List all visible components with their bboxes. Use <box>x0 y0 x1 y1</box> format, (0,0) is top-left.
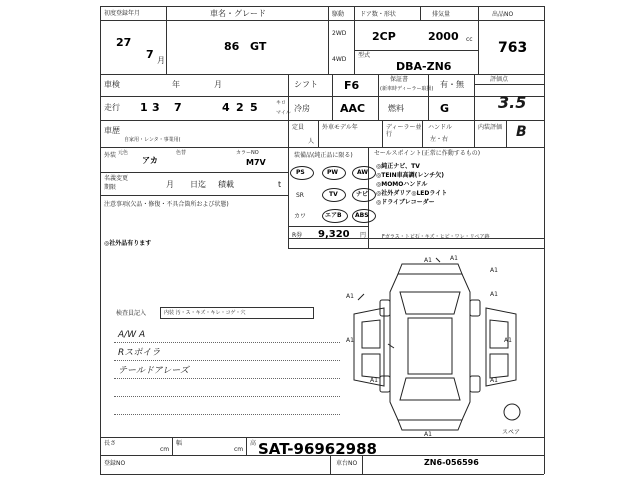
grade: GT <box>250 40 267 53</box>
length-unit: cm <box>160 446 170 453</box>
color-change-label: 色替 <box>176 150 187 156</box>
color-no-label: カラーNO <box>236 150 259 156</box>
sales-point-2: ◎TEIN車高調(レンチ欠) <box>376 172 445 179</box>
ac-label: 冷房 <box>294 104 310 113</box>
warranty-options: 有・無 <box>440 80 464 89</box>
diagram-mark-2: A1 <box>346 293 354 300</box>
deadline-date-label: 日迄 <box>190 180 206 189</box>
note-handwritten-3: テールドアレーズ <box>118 366 189 376</box>
equip-pw: PW <box>327 169 339 176</box>
mileage-digit-3: 7 <box>174 101 182 114</box>
model-label: 型式 <box>358 52 371 59</box>
equip-tv: TV <box>329 191 338 198</box>
doors: 2CP <box>372 30 396 43</box>
diagram-mark-8: A1 <box>424 431 432 438</box>
sat-number: SAT-96962988 <box>258 440 377 458</box>
diagram-mark-3: A1 <box>490 291 498 298</box>
sales-point-3: ◎MOMOハンドル <box>376 181 428 188</box>
shaken-label: 車検 <box>104 80 120 89</box>
model-year-label: 外車モデル年 <box>322 124 358 131</box>
drive-4wd: 4WD <box>332 56 347 63</box>
equip-navi: ナビ <box>356 191 369 198</box>
diagram-mark-1: A1 <box>424 257 432 264</box>
lot-number: 763 <box>498 40 528 56</box>
first-reg-month-unit: 月 <box>157 56 165 65</box>
exterior-label: 外装 <box>104 152 117 159</box>
equipment-title: 装備品(純正品に限る) <box>294 152 353 159</box>
mileage-digit-1: 1 <box>140 101 148 114</box>
car-name-label: 車名・グレード <box>210 9 266 18</box>
lot-label: 出品NO <box>492 11 514 18</box>
chassis-number: ZN6-056596 <box>424 458 479 467</box>
loading-unit: t <box>278 180 282 189</box>
glass-condition: Fガラス・トビ石・キズ・ヒビ・ワレ・リペア跡 <box>382 234 490 240</box>
shaken-year-unit: 年 <box>172 80 180 89</box>
caution-label: 注意事項(欠品・修復・不具合箇所および状態) <box>104 201 229 208</box>
sales-point-5: ◎ドライブレコーダー <box>376 199 435 206</box>
handle-label: ハンドル <box>428 124 453 131</box>
width-unit: cm <box>234 446 244 453</box>
diagram-mark-6: A1 <box>370 377 378 384</box>
deadline-month-unit: 月 <box>166 180 174 189</box>
diagram-mark-7: A1 <box>490 377 498 384</box>
capacity-label: 定員 <box>292 124 305 131</box>
sales-points-title: セールスポイント(正常に作動するもの) <box>374 150 481 157</box>
diagram-mark-5: A1 <box>504 337 512 344</box>
diagram-mark-4: A1 <box>346 337 354 344</box>
diagram-mark-10: A1 <box>490 267 498 274</box>
inspector-options: 内装 汚・ス・キズ・キレ・コゲ・穴 <box>164 310 246 316</box>
ac-value: AAC <box>340 102 366 115</box>
dealer-label: ディーラー並行 <box>386 124 422 138</box>
first-reg-label: 初度登録年月 <box>104 10 141 17</box>
spare-label: スペア <box>502 429 521 436</box>
mileage-digit-4: 4 <box>222 101 230 114</box>
first-reg-year: 27 <box>116 36 132 49</box>
equip-abs: ABS <box>355 212 369 219</box>
model-code: DBA-ZN6 <box>396 60 452 73</box>
height-label: 高 <box>250 440 257 447</box>
original-color: アカ <box>142 156 158 165</box>
shift-label: シフト <box>294 80 318 89</box>
warranty-sub: (新車時ディーラー取扱) <box>380 86 434 92</box>
history-label: 車歴 <box>104 126 120 135</box>
capacity-unit: 人 <box>308 138 315 145</box>
displacement: 2000 <box>428 30 459 43</box>
recycle-amount: 9,320 <box>318 229 350 240</box>
deadline-label: 期限 <box>104 184 117 191</box>
aftermarket-note: ◎社外品有ります <box>104 240 152 247</box>
fuel-label: 燃料 <box>388 104 404 113</box>
chassis-label: 車台NO <box>336 460 358 467</box>
shaken-month-unit: 月 <box>214 80 222 89</box>
car-damage-diagram <box>340 252 530 438</box>
mileage-label: 走行 <box>104 103 120 112</box>
width-label: 幅 <box>176 440 183 447</box>
warranty-label: 保証書 <box>390 76 409 83</box>
doors-label: ドア数・形状 <box>360 11 396 18</box>
drive-label: 駆動 <box>332 11 345 18</box>
loading-label: 積載 <box>218 180 234 189</box>
reg-no-label: 登録NO <box>104 460 126 467</box>
equip-ps: PS <box>296 169 305 176</box>
history-options: 自家用・レンタ・事業用( <box>124 137 181 143</box>
equip-leather: カワ <box>294 213 307 220</box>
equip-sr: SR <box>296 192 304 199</box>
shift-value: F6 <box>344 79 360 92</box>
name-change-label: 名義変更 <box>104 175 129 182</box>
interior-score-label: 内装評価 <box>478 124 503 131</box>
fuel-value: G <box>440 102 450 115</box>
mileage-digit-2: 3 <box>152 101 160 114</box>
displacement-label: 排気量 <box>432 11 451 18</box>
mileage-unit-mile: マイル <box>276 110 291 116</box>
score-label: 評価点 <box>490 76 509 83</box>
length-label: 長さ <box>104 440 117 447</box>
sales-point-1: ◎純正ナビ、TV <box>376 163 420 170</box>
inspector-label: 検査員記入 <box>116 310 147 317</box>
original-color-label: 元色 <box>118 150 129 156</box>
equip-airbag: エアB <box>325 212 342 219</box>
displacement-unit: cc <box>466 36 473 43</box>
interior-score-value: B <box>516 124 527 140</box>
mileage-digit-5: 2 <box>236 101 244 114</box>
mileage-digit-6: 5 <box>250 101 258 114</box>
recycle-label: R券 <box>292 232 303 239</box>
score-value: 3.5 <box>498 93 527 112</box>
mileage-unit-km: キロ <box>276 100 287 106</box>
equip-aw: AW <box>357 169 368 176</box>
diagram-mark-9: A1 <box>450 255 458 262</box>
note-handwritten-2: Rスポイラ <box>118 348 161 358</box>
handle-options: 左・右 <box>430 136 449 143</box>
first-reg-month: 7 <box>146 48 154 61</box>
car-name: 86 <box>224 40 240 53</box>
color-no: M7V <box>246 158 266 167</box>
drive-2wd: 2WD <box>332 30 347 37</box>
sales-point-4: ◎社外ダリア◎LEDライト <box>376 190 448 197</box>
recycle-unit: 円 <box>360 232 367 239</box>
note-handwritten-1: A/W A <box>118 330 146 340</box>
